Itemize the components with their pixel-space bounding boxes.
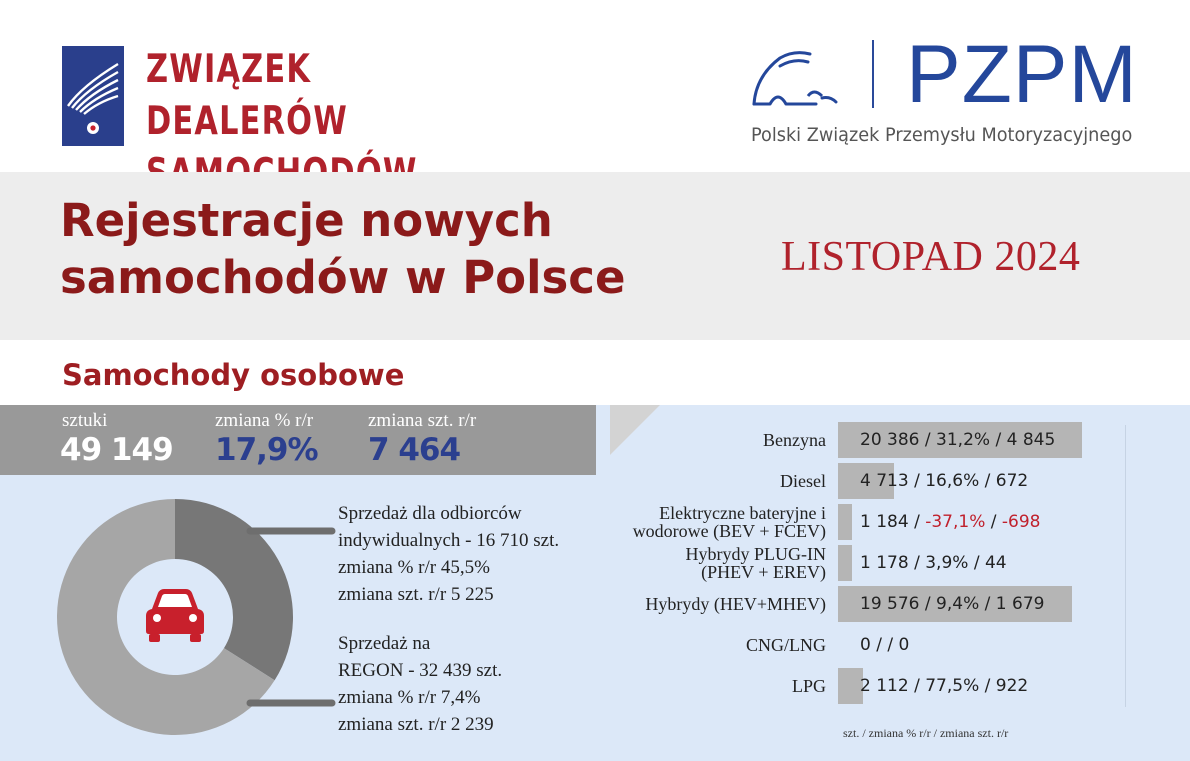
bar-data-label-5: 0 / / 0: [860, 635, 910, 655]
bar-3: [838, 545, 852, 581]
bar-category-label-0: Benzyna: [763, 430, 826, 450]
bar-category-label-1: Diesel: [780, 471, 826, 491]
bar-data-label-1: 4 713 / 16,6% / 672: [860, 471, 1029, 491]
bar-data-label-6: 2 112 / 77,5% / 922: [860, 676, 1029, 696]
units-label: sztuki: [62, 410, 108, 431]
abs-change-label: zmiana szt. r/r: [368, 410, 477, 431]
bar-category-label-3: Hybrydy PLUG-IN (PHEV + EREV): [685, 544, 826, 582]
pzpm-name: PZPM: [906, 29, 1138, 120]
page-title: Rejestracje nowych samochodów w Polsce: [60, 194, 626, 304]
bar-data-label-0: 20 386 / 31,2% / 4 845: [860, 430, 1056, 450]
zdr-name: ZWIĄZEK DEALERÓW: [146, 47, 348, 144]
pct-change-label: zmiana % r/r: [215, 410, 314, 431]
donut-legend-individual: Sprzedaż dla odbiorców indywidualnych - 16 710 szt. zmiana % r/r 45,5% zmiana szt. r/r 5 225: [338, 503, 560, 605]
bar-data-label-4: 19 576 / 9,4% / 1 679: [860, 594, 1045, 614]
bar-category-label-5: CNG/LNG: [746, 635, 826, 655]
abs-change-value: 7 464: [368, 432, 461, 468]
bar-chart-gridline: [1125, 425, 1126, 707]
bar-category-label-4: Hybrydy (HEV+MHEV): [645, 594, 826, 614]
bar-chart-footnote: szt. / zmiana % r/r / zmiana szt. r/r: [843, 726, 1009, 740]
bar-data-label-3: 1 178 / 3,9% / 44: [860, 553, 1007, 573]
bar-data-label-2: 1 184 / -37,1% / -698: [860, 512, 1041, 532]
bar-category-label-6: LPG: [791, 676, 826, 696]
pct-change-value: 17,9%: [215, 432, 318, 468]
bar-category-label-2: Elektryczne bateryjne i wodorowe (BEV + FCEV): [632, 503, 826, 541]
period-label: LISTOPAD 2024: [781, 234, 1081, 280]
donut-legend-regon: Sprzedaż na REGON - 32 439 szt. zmiana % r/r 7,4% zmiana szt. r/r 2 239: [338, 633, 503, 735]
pzpm-full-name: Polski Związek Przemysłu Motoryzacyjnego: [751, 124, 1133, 146]
units-value: 49 149: [60, 432, 173, 468]
section-title: Samochody osobowe: [62, 358, 405, 392]
bar-2: [838, 504, 852, 540]
